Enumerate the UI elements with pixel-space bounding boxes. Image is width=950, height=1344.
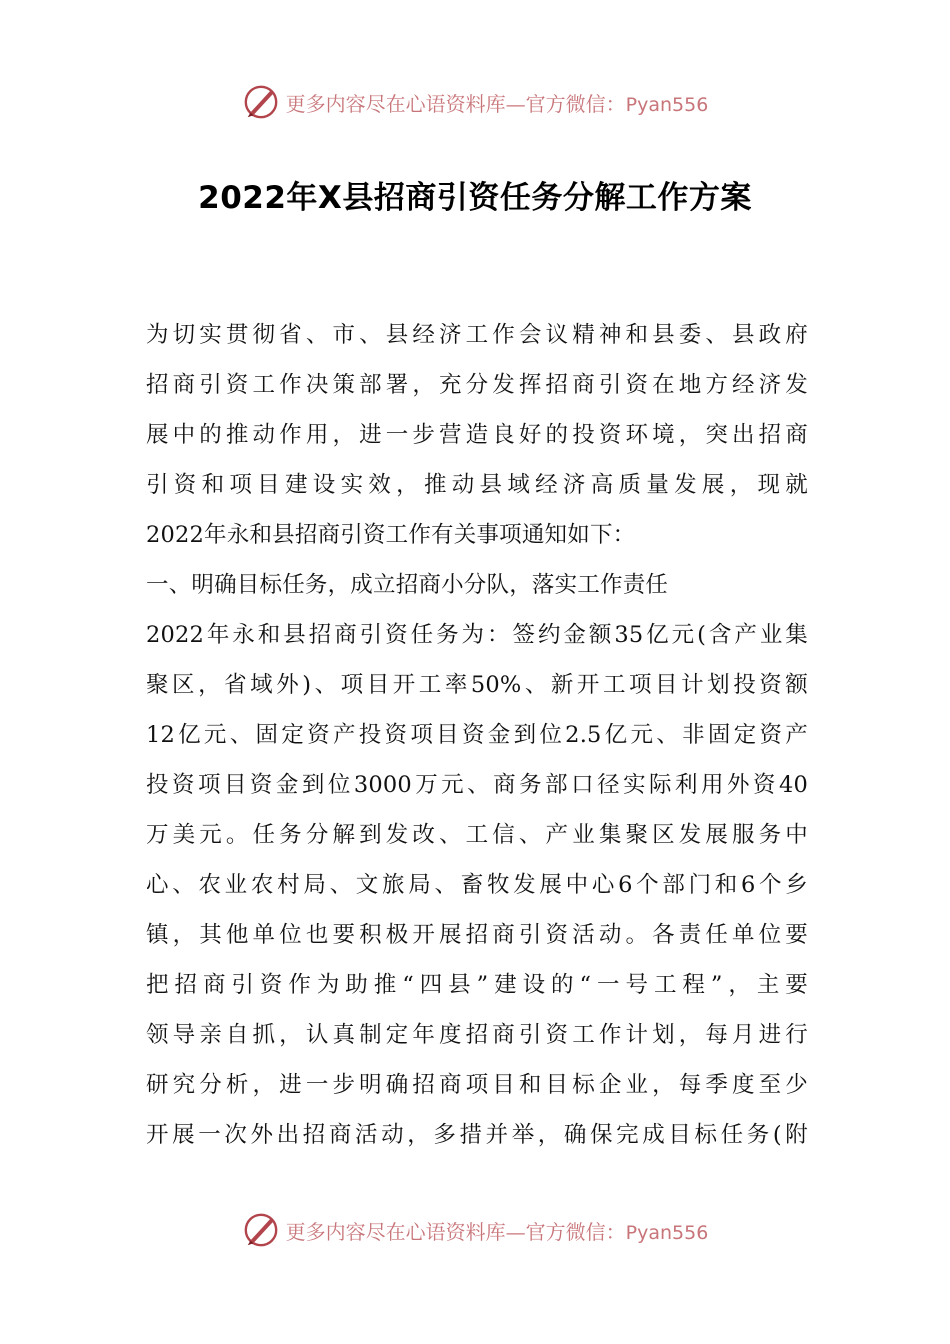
paragraph-line: 12亿元、固定资产投资项目资金到位2.5亿元、非固定资产 xyxy=(146,722,808,748)
paragraph-line: 把招商引资作为助推“四县”建设的“一号工程”，主要 xyxy=(146,972,808,998)
watermark-text: 更多内容尽在心语资料库—官方微信：Pyan556 xyxy=(285,1219,709,1244)
paragraph-line: 万美元。任务分解到发改、工信、产业集聚区发展服务中 xyxy=(146,822,808,848)
paragraph-line: 领导亲自抓，认真制定年度招商引资工作计划，每月进行 xyxy=(146,1022,808,1048)
header-watermark xyxy=(0,80,950,124)
paragraph-line: 引资和项目建设实效，推动县域经济高质量发展，现就 xyxy=(146,472,808,498)
paragraph-line: 2022年永和县招商引资任务为：签约金额35亿元(含产业集 xyxy=(146,622,808,648)
paragraph-line: 为切实贯彻省、市、县经济工作会议精神和县委、县政府 xyxy=(146,322,808,348)
section-heading: 一、明确目标任务，成立招商小分队，落实工作责任 xyxy=(146,572,669,598)
watermark-text: 更多内容尽在心语资料库—官方微信：Pyan556 xyxy=(285,91,709,116)
paragraph-line: 研究分析，进一步明确招商项目和目标企业，每季度至少 xyxy=(146,1072,808,1098)
pen-in-circle-icon xyxy=(242,83,280,121)
paragraph-line: 投资项目资金到位3000万元、商务部口径实际利用外资40 xyxy=(146,772,808,798)
paragraph-line: 开展一次外出招商活动，多措并举，确保完成目标任务(附 xyxy=(146,1122,808,1148)
document-title: 2022年X县招商引资任务分解工作方案 xyxy=(198,180,752,216)
paragraph-line: 心、农业农村局、文旅局、畜牧发展中心6个部门和6个乡 xyxy=(146,872,808,898)
paragraph-line: 聚区，省域外)、项目开工率50%、新开工项目计划投资额 xyxy=(146,672,808,698)
pen-in-circle-icon xyxy=(242,1211,280,1249)
paragraph-line: 招商引资工作决策部署，充分发挥招商引资在地方经济发 xyxy=(146,372,808,398)
paragraph-line: 2022年永和县招商引资工作有关事项通知如下： xyxy=(146,522,636,548)
footer-watermark xyxy=(0,1208,950,1252)
paragraph-line: 展中的推动作用，进一步营造良好的投资环境，突出招商 xyxy=(146,422,808,448)
paragraph-line: 镇，其他单位也要积极开展招商引资活动。各责任单位要 xyxy=(146,922,808,948)
document-body xyxy=(146,310,808,1160)
